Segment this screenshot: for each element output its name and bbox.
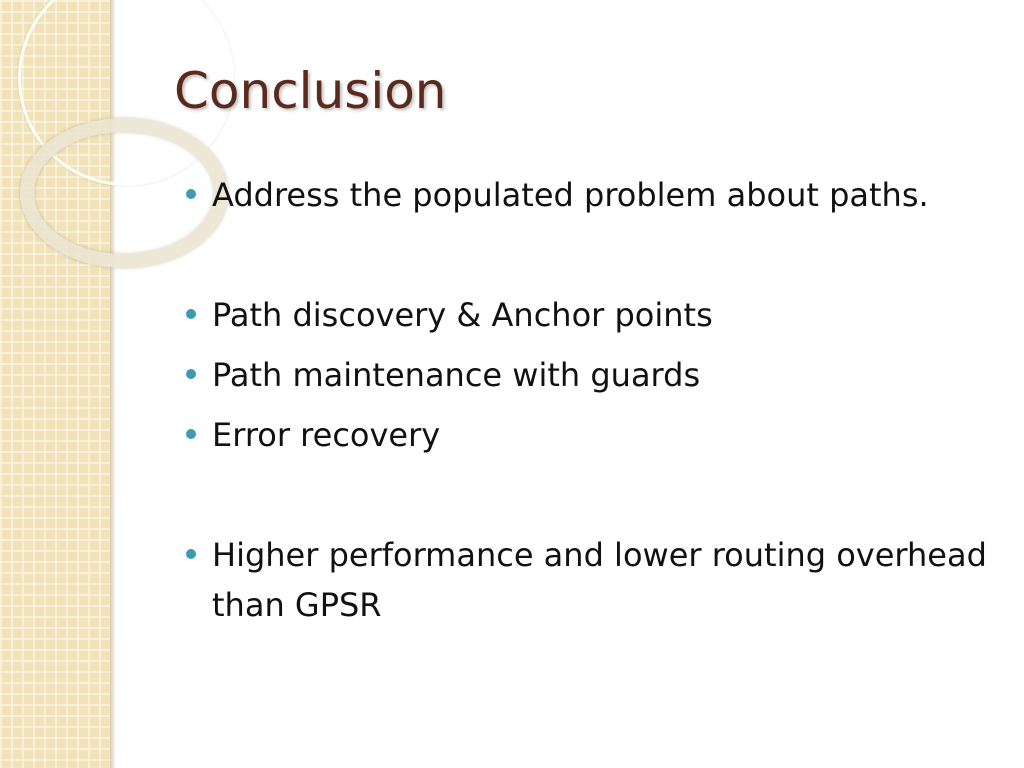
bullet-item <box>186 410 1006 460</box>
bullet-text: Error recovery <box>212 416 441 454</box>
bullet-dot-icon <box>186 429 196 439</box>
bullet-text: Path maintenance with guards <box>212 356 701 394</box>
bullet-text: Path discovery & Anchor points <box>212 296 713 334</box>
bullet-text: Address the populated problem about paths. <box>212 176 929 214</box>
bullet-dot-icon <box>186 549 196 559</box>
bullet-dot-icon <box>186 189 196 199</box>
bullet-item <box>186 350 1006 400</box>
bullet-dot-icon <box>186 309 196 319</box>
bullet-text: Higher performance and lower routing overhead than GPSR <box>212 536 987 624</box>
bullet-item <box>186 290 1006 340</box>
slide-title: Conclusion <box>174 62 447 120</box>
bullet-list <box>186 170 1006 630</box>
bullet-item <box>186 530 1006 630</box>
bullet-item <box>186 170 1006 220</box>
bullet-dot-icon <box>186 369 196 379</box>
